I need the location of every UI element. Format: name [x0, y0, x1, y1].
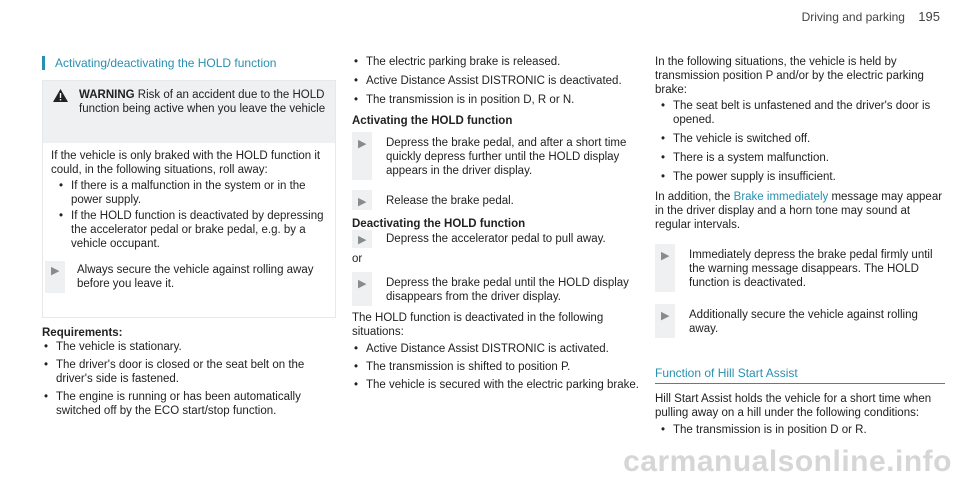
list-item: • There is a system malfunction. — [659, 151, 945, 165]
action-arrow-icon: ▶ — [661, 310, 670, 322]
addition-text: In addition, the Brake immediately message may appear in the driver display and a horn tone may sound at regular intervals. — [655, 191, 943, 231]
action-arrow-icon: ▶ — [358, 278, 367, 290]
hill-start-text: Hill Start Assist holds the vehicle for a short time when pulling away on a hill under the following conditions: — [655, 393, 932, 419]
requirement-item: • The vehicle is stationary. — [42, 340, 334, 354]
warning-triangle-icon — [53, 89, 68, 106]
warning-bullet: • If the HOLD function is deactivated by depressing the accelerator pedal or brake pedal, e.g. by a vehicle occupant. — [57, 209, 327, 251]
action-arrow-icon: ▶ — [51, 265, 60, 277]
warning-text: Risk of an accident due to the HOLD function being active when you leave the vehicle — [79, 89, 326, 115]
list-item: • The electric parking brake is released. — [352, 55, 642, 69]
right-step: ▶ Additionally secure the vehicle against rolling away. — [655, 308, 945, 336]
requirements-heading: Requirements: — [42, 327, 123, 339]
or-label: or — [352, 253, 363, 265]
activating-step: ▶ Release the brake pedal. — [352, 194, 642, 208]
deactivating-step: ▶ Depress the brake pedal until the HOLD display disappears from the driver display. — [352, 276, 642, 304]
watermark: carmanualsonline.info — [623, 445, 952, 478]
running-header — [802, 10, 940, 24]
deactivating-heading: Deactivating the HOLD function — [352, 218, 526, 230]
action-arrow-icon: ▶ — [661, 250, 670, 262]
warning-label: WARNING — [79, 89, 135, 101]
list-item: • The power supply is insufficient. — [659, 170, 945, 184]
activating-heading: Activating the HOLD function — [352, 115, 513, 127]
deactivating-step: ▶ Depress the accelerator pedal to pull away. — [352, 232, 642, 246]
brake-immediately-link[interactable]: Brake immediately — [733, 191, 829, 203]
chapter-title: Driving and parking — [801, 10, 905, 24]
warning-step: ▶ Always secure the vehicle against rolling away before you leave it. — [43, 263, 335, 291]
action-arrow-icon: ▶ — [358, 196, 367, 208]
warning-header — [43, 81, 335, 143]
list-item: • Active Distance Assist DISTRONIC is activated. — [352, 342, 642, 356]
list-item: • Active Distance Assist DISTRONIC is deactivated. — [352, 74, 642, 88]
warning-intro: If the vehicle is only braked with the HOLD function it could, in the following situations, roll away: — [51, 150, 321, 176]
list-item: • The transmission is shifted to position P. — [352, 360, 642, 374]
list-item: • The transmission is in position D or R. — [659, 423, 945, 437]
hill-start-section-title: Function of Hill Start Assist — [655, 366, 945, 384]
list-item: • The transmission is in position D, R or N. — [352, 93, 642, 107]
action-arrow-icon: ▶ — [358, 234, 367, 246]
list-item: • The seat belt is unfastened and the driver's door is opened. — [659, 99, 945, 127]
right-step: ▶ Immediately depress the brake pedal firmly until the warning message disappears. The HOLD function is deactivated. — [655, 248, 945, 290]
warning-box — [42, 80, 336, 318]
list-item: • The vehicle is secured with the electric parking brake. — [352, 378, 642, 392]
section-title: Activating/deactivating the HOLD function — [42, 56, 334, 71]
requirement-item: • The engine is running or has been automatically switched off by the ECO start/stop function. — [42, 390, 334, 418]
right-intro: In the following situations, the vehicle is held by transmission position P and/or by the electric parking brake: — [655, 56, 924, 96]
warning-bullet: • If there is a malfunction in the system or in the power supply. — [57, 179, 327, 207]
activating-step: ▶ Depress the brake pedal, and after a short time quickly depress further until the HOLD display appears in the driver display. — [352, 136, 642, 178]
deactivated-intro: The HOLD function is deactivated in the following situations: — [352, 312, 604, 338]
requirements — [42, 326, 334, 418]
action-arrow-icon: ▶ — [358, 138, 367, 150]
requirement-item: • The driver's door is closed or the seat belt on the driver's side is fastened. — [42, 358, 334, 386]
list-item: • The vehicle is switched off. — [659, 132, 945, 146]
page-number: 195 — [918, 9, 940, 24]
